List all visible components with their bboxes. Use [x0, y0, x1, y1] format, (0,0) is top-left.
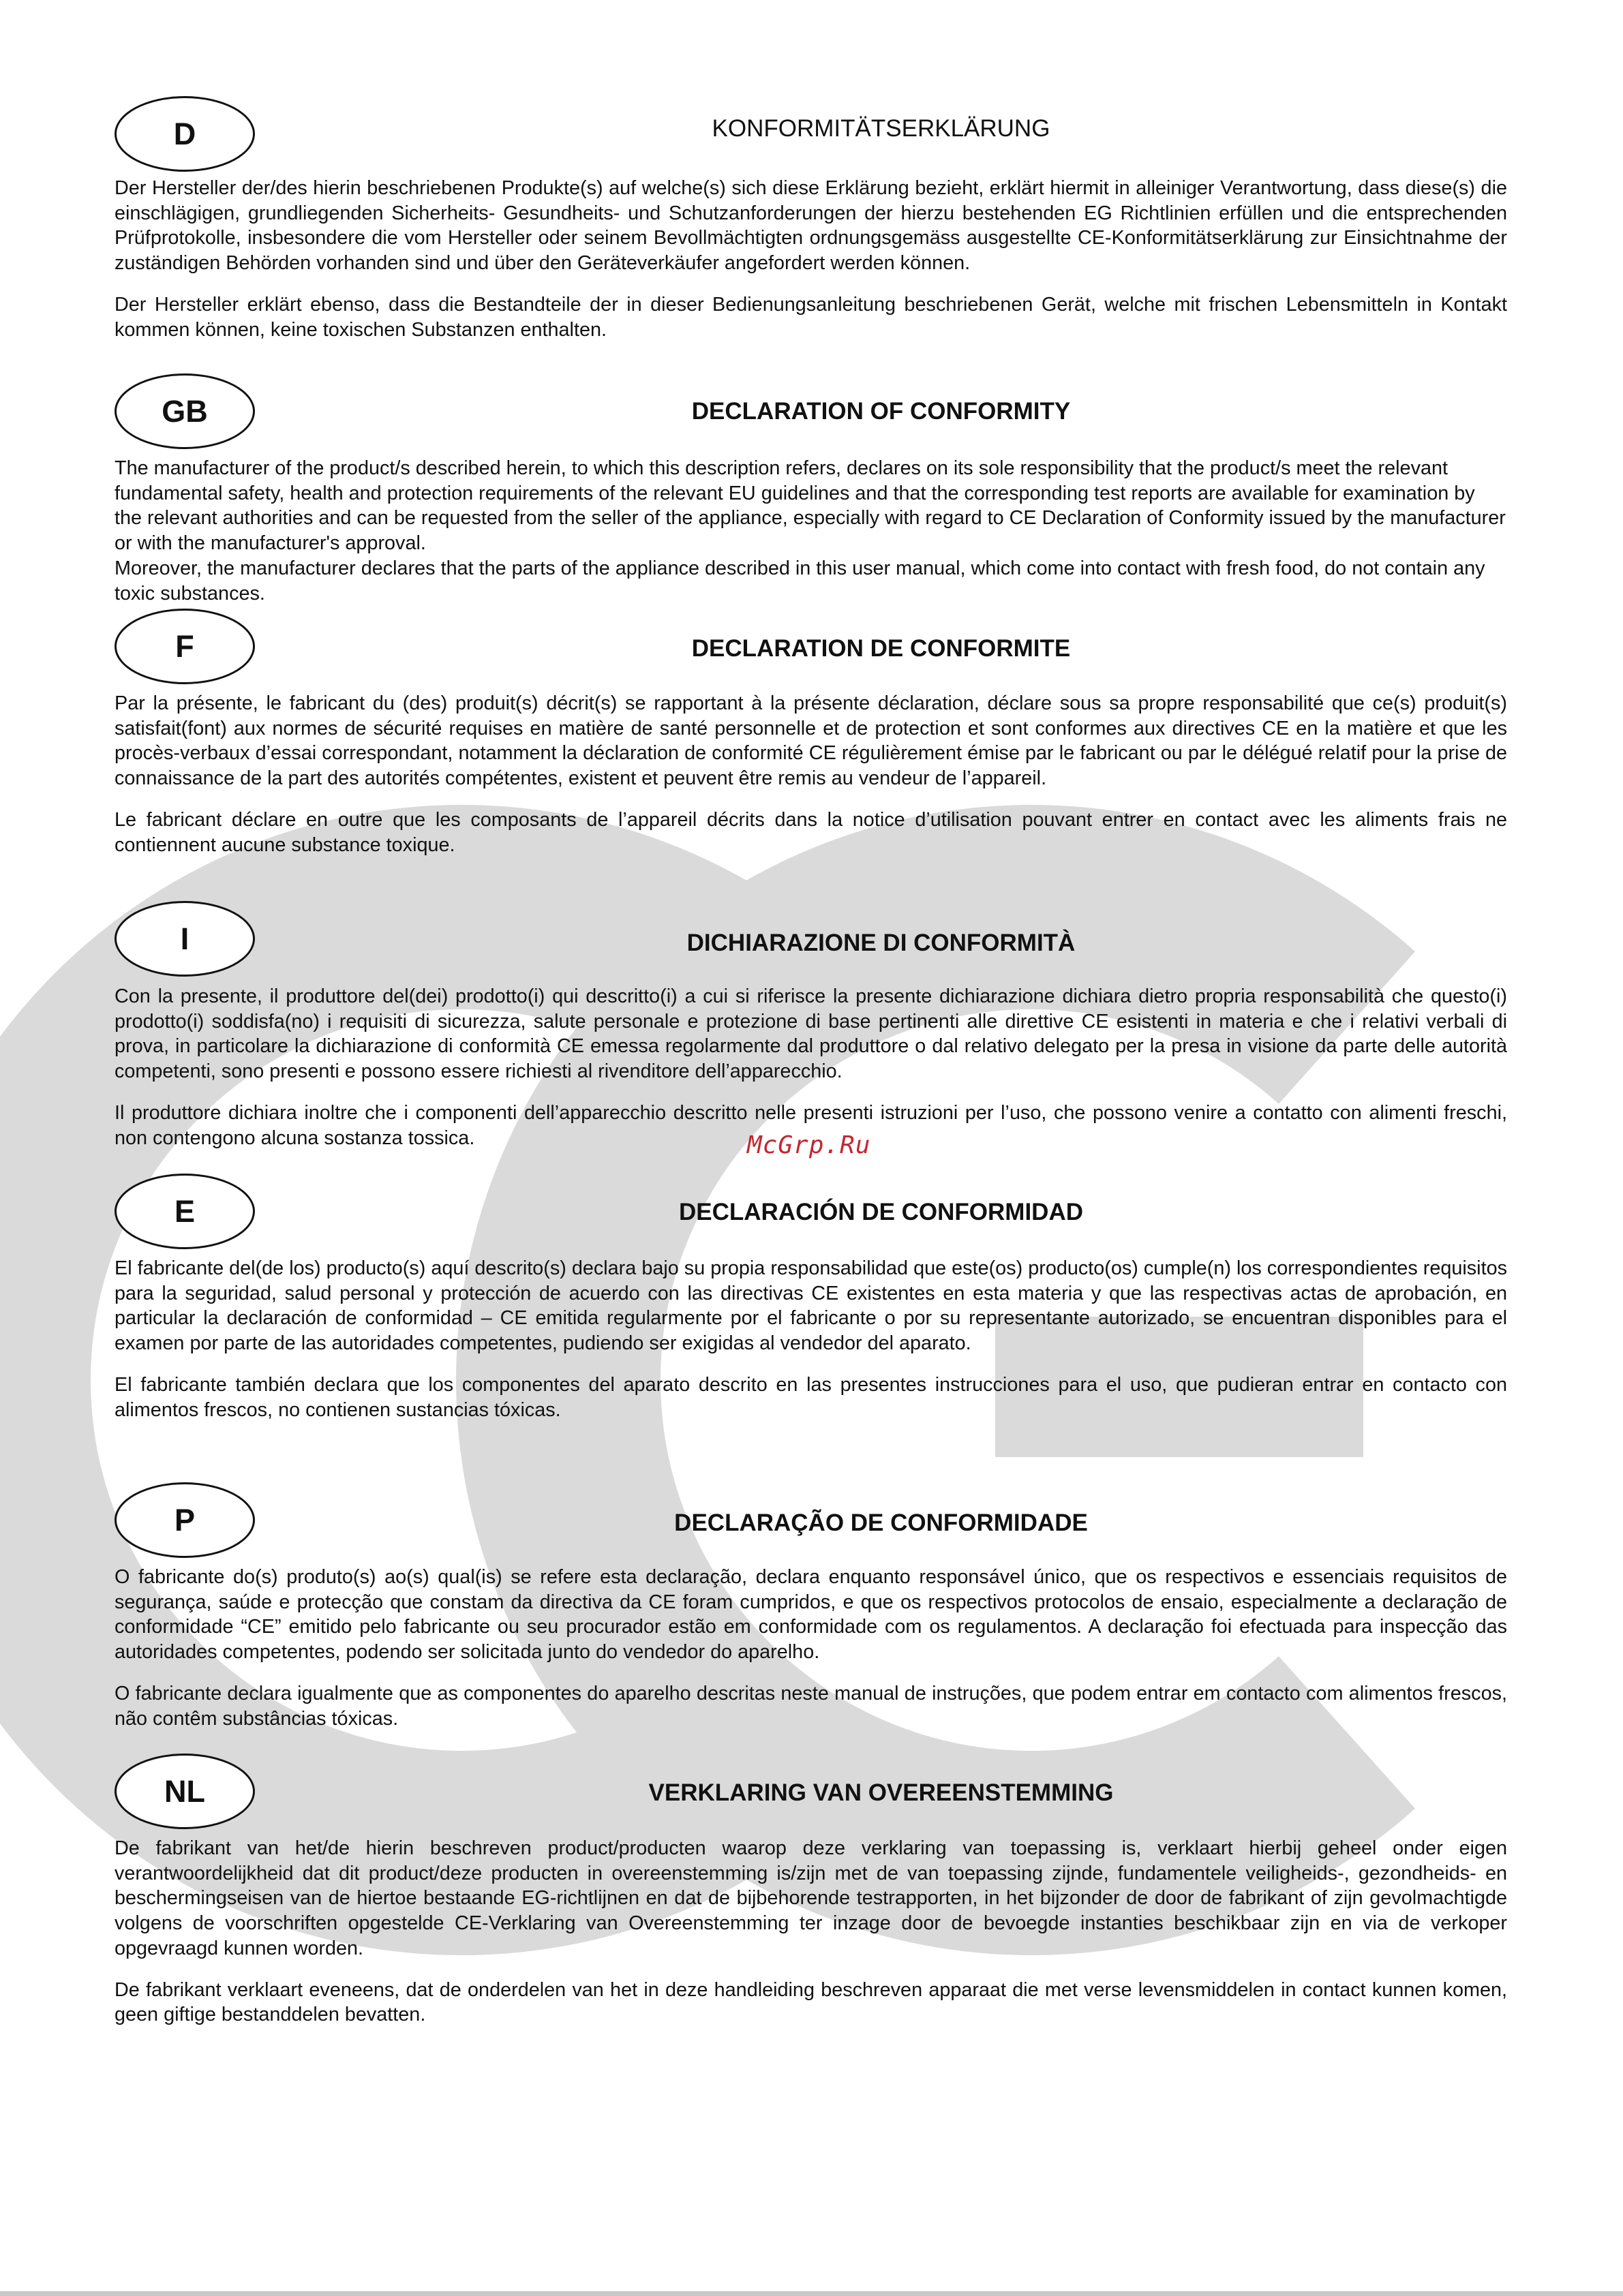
- paragraph: The manufacturer of the product/s described herein, to which this description refers, declares on its sole responsibility that the product/s meet the relevant fundamental safety, health and protection requirements of the relevant EU guidelines and that the corresponding test reports are available for examination by the relevant authorities and can be requested from the seller of the appliance, especially with regard to CE Declaration of Conformity issued by the manufacturer or with the manufacturer's approval.: [115, 457, 1506, 555]
- paragraph: Der Hersteller der/des hierin beschriebenen Produkte(s) auf welche(s) sich diese Erklärung bezieht, erklärt hiermit in alleiniger Verantwortung, dass diese(s) die einschlägigen, grundliegenden Sicherheits- Gesundheits- und Schutzanforderungen der hierzu bestehenden EG Richtlinien erfüllen und die entsprechenden Prüfprotokolle, insbesondere die vom Hersteller oder seinem Bevollmächtigten ordnungsgemäss ausgestellte CE-Konformitätserklärung zur Einsichtnahme der zuständigen Behörden vorhanden sind und über den Geräteverkäufer angefordert werden können.: [115, 177, 1507, 275]
- section-title: DECLARACIÓN DE CONFORMIDAD: [678, 1199, 1084, 1225]
- language-badge: D: [115, 96, 255, 172]
- paragraph: Par la présente, le fabricant du (des) produit(s) décrit(s) se rapportant à la présente déclaration, déclare sous sa propre responsabilité que ce(s) produit(s) satisfait(font) aux normes de sécurité requises en matière de santé personnelle et de protection et sont conformes aux directives CE en la matière et que les procès-verbaux d’essai correspondant, notamment la déclaration de conformité CE régulièrement émise par le fabricant ou par le délégué relatif pour la prise de connaissance de la part des autorités compétentes, existent et peuvent être remis au vendeur de l’appareil.: [115, 692, 1507, 790]
- paragraph: De fabrikant verklaart eveneens, dat de onderdelen van het in deze handleiding beschreven apparaat die met verse levensmiddelen in contact kunnen komen, geen giftige bestanddelen bevatten.: [115, 1978, 1507, 2026]
- language-badge: F: [115, 609, 255, 684]
- section-body: [115, 1565, 1507, 1747]
- language-badge: E: [115, 1174, 255, 1249]
- section-title: DECLARATION DE CONFORMITE: [691, 635, 1071, 662]
- paragraph: O fabricante declara igualmente que as componentes do aparelho descritas neste manual de instruções, que podem entrar em contacto com alimentos frescos, não contêm substâncias tóxicas.: [115, 1682, 1507, 1730]
- paragraph: Con la presente, il produttore del(dei) prodotto(i) qui descritto(i) a cui si riferisce la presente dichiarazione dichiara dietro propria responsabilità che questo(i) prodotto(i) soddisfa(no) i requisiti di sicurezza, salute personale e protezione di base pertinenti alle direttive CE esistenti in materia e che i relativi verbali di prova, in particolare la dichiarazione di conformità CE emessa regolarmente dal produttore o dal relativo delegato per la presa in visione da parte delle autorità competenti, sono presenti e possono essere richiesti al rivenditore dell’apparecchio.: [115, 985, 1507, 1083]
- paragraph: Moreover, the manufacturer declares that the parts of the appliance described in this user manual, which come into contact with fresh food, do not contain any toxic substances.: [115, 557, 1485, 604]
- paragraph: El fabricante también declara que los componentes del aparato descrito en las presentes instrucciones para el uso, que pudieran entrar en contacto con alimentos frescos, no contienen sustancias tóxicas.: [115, 1373, 1507, 1421]
- section-body: [115, 691, 1507, 874]
- paragraph: Le fabricant déclare en outre que les composants de l’appareil décrits dans la notice d’utilisation pouvant entrer en contact avec les aliments frais ne contiennent aucune substance toxique.: [115, 808, 1507, 856]
- section-body: [115, 1836, 1507, 2044]
- paragraph: Der Hersteller erklärt ebenso, dass die Bestandteile der in dieser Bedienungsanleitung beschriebenen Gerät, welche mit frischen Lebensmitteln in Kontakt kommen können, keine toxischen Substanzen enthalten.: [115, 293, 1507, 341]
- section-body: [115, 456, 1507, 622]
- section-title: VERKLARING VAN OVEREENSTEMMING: [648, 1779, 1114, 1806]
- site-watermark-text: McGrp.Ru: [747, 1131, 871, 1159]
- section-body: [115, 176, 1507, 358]
- language-badge: P: [115, 1482, 255, 1558]
- language-badge: I: [115, 901, 255, 977]
- language-badge: GB: [115, 373, 255, 449]
- section-title: DECLARAÇÃO DE CONFORMIDADE: [674, 1510, 1088, 1536]
- paragraph: Il produttore dichiara inoltre che i componenti dell’apparecchio descritto nelle presenti istruzioni per l’uso, che possono venire a contatto con alimenti freschi, non contengono alcuna sostanza tossica.: [115, 1101, 1507, 1149]
- paragraph: De fabrikant van het/de hierin beschreven product/producten waarop deze verklaring van toepassing is, verklaart hierbij geheel onder eigen verantwoordelijkheid dat dit product/deze producten in overeenstemming is/zijn met de van toepassing zijnde, fundamentele veiligheids-, gezondheids- en beschermingseisen van de hiertoe bestaande EG-richtlijnen en dat de bijbehorende testrapporten, in het bijzonder de door de fabrikant of zijn gevolmachtigde volgens de voorschriften opgestelde CE-Verklaring van Overeenstemming ter inzage door de bevoegde instanties beschikbaar zijn en via de verkoper opgevraagd kunnen worden.: [115, 1837, 1507, 1959]
- section-title: KONFORMITÄTSERKLÄRUNG: [712, 115, 1050, 142]
- language-badge: NL: [115, 1754, 255, 1829]
- page-bottom-border: [0, 2291, 1623, 2296]
- paragraph: El fabricante del(de los) producto(s) aquí descrito(s) declara bajo su propia responsabilidad que este(os) producto(os) cumple(n) los correspondientes requisitos para la seguridad, salud personal y protección de acuerdo con las directivas CE existentes en esta materia y que las respectivas actas de aprobación, en particular la declaración de conformidad – CE emitida regularmente por el fabricante o por su representante autorizado, se encuentran disponibles para el examen por parte de las autoridades competentes, pudiendo ser exigidas al vendedor del aparato.: [115, 1257, 1507, 1355]
- section-title: DICHIARAZIONE DI CONFORMITÀ: [686, 930, 1076, 956]
- section-title: DECLARATION OF CONFORMITY: [691, 398, 1071, 425]
- paragraph: O fabricante do(s) produto(s) ao(s) qual(is) se refere esta declaração, declara enquanto responsável único, que os respectivos e essenciais requisitos de segurança, saúde e protecção que constam da directiva da CE foram cumpridos, e que os respectivos protocolos de ensaio, especialmente a declaração de conformidade “CE” emitido pelo fabricante ou seu procurador estão em conformidade com os regulamentos. A declaração foi efectuada para inspecção das autoridades competentes, podendo ser solicitada junto do vendedor do aparelho.: [115, 1566, 1507, 1664]
- section-body: [115, 1256, 1507, 1439]
